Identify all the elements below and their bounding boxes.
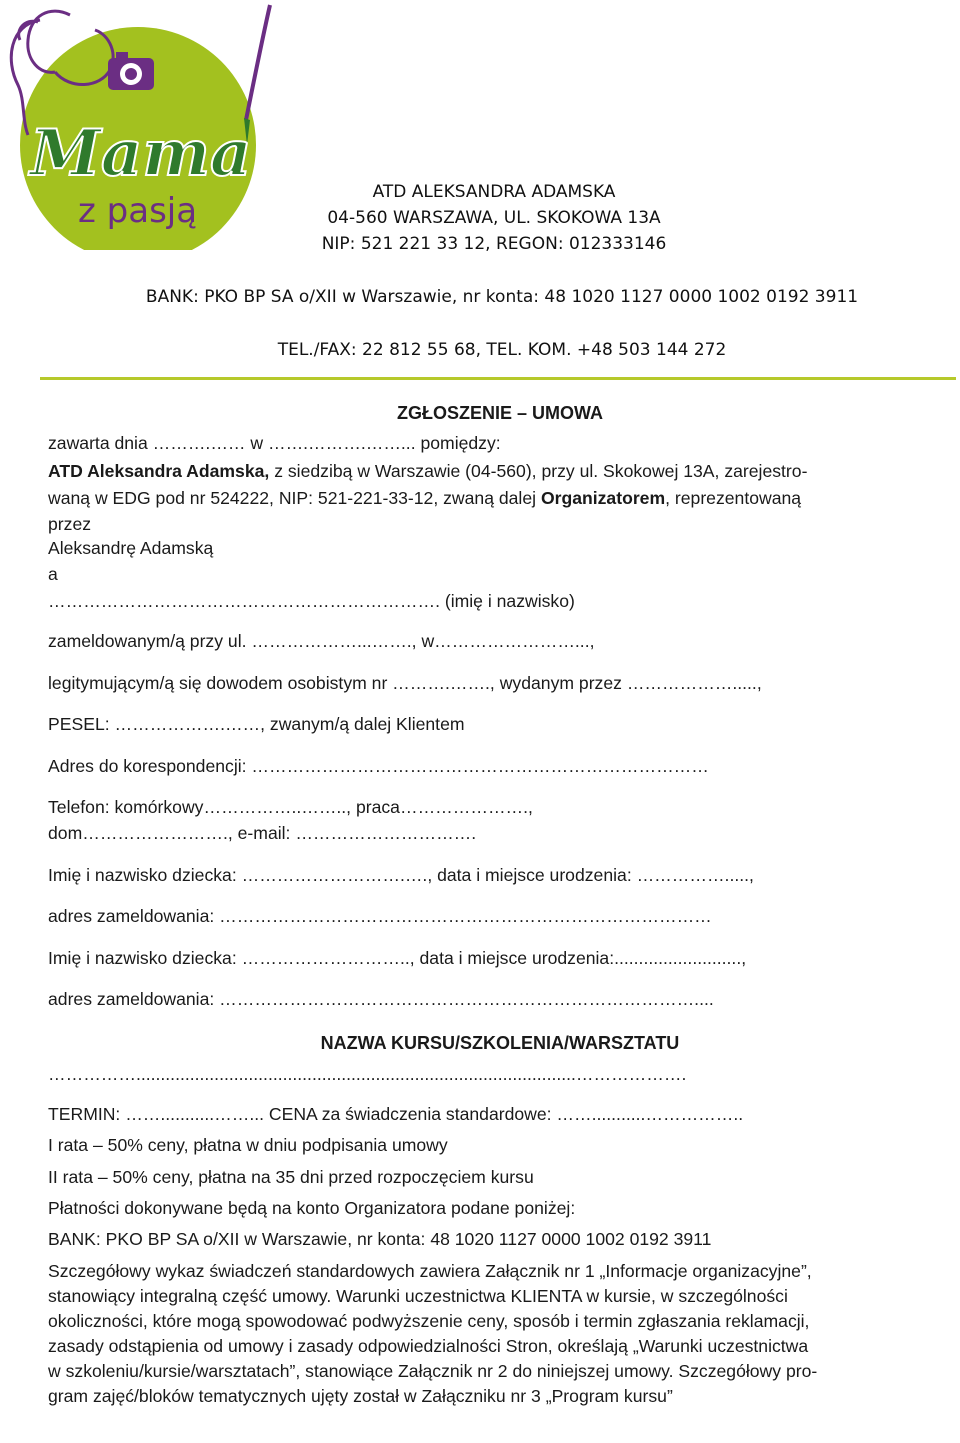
intro-line-2-rest: z siedzibą w Warszawie (04-560), przy ul. Skokowej 13A, zarejestro- (269, 461, 808, 481)
header-company-name: ATD ALEKSANDRA ADAMSKA (372, 182, 616, 202)
field-correspondence-address[interactable]: Adres do korespondencji: …………………………………………………………………… (48, 756, 709, 776)
field-child-2[interactable]: Imię i nazwisko dziecka: ……………………….., data i miejsce urodzenia:.........................., (48, 948, 747, 968)
payment-info: Płatności dokonywane będą na konto Organizatora podane poniżej: (48, 1198, 576, 1218)
field-phones[interactable]: Telefon: komórkowy……………..…….., praca…………………., (48, 797, 533, 817)
course-name-field[interactable]: ……………..........................................................................................………………. (48, 1064, 687, 1084)
term-price-line[interactable]: TERMIN: ……...........……... CENA za świadczenia standardowe: ……...........…………….. (48, 1104, 744, 1124)
paragraph-line-5: w szkoleniu/kursie/warsztatach”, stanowiące Załącznik nr 2 do niniejszej umowy. Szczegółowy pro- (48, 1361, 818, 1381)
paragraph-line-1: Szczegółowy wykaz świadczeń standardowych zawiera Załącznik nr 1 „Informacje organizacyjne”, (48, 1261, 812, 1281)
paragraph-line-6: gram zajęć/bloków tematycznych ujęty został w Załączniku nr 3 „Program kursu” (48, 1386, 673, 1406)
field-pesel[interactable]: PESEL: ……………….……, zwanym/ą dalej Klientem (48, 714, 465, 734)
paragraph-line-4: zasady odstąpienia od umowy i zasady odpowiedzialności Stron, określają „Warunki uczestnictwa (48, 1336, 809, 1356)
logo-word-mama: Mama (30, 116, 252, 191)
logo-word-z-pasja: z pasją (78, 191, 198, 231)
header-bank: BANK: PKO BP SA o/XII w Warszawie, nr konta: 48 1020 1127 0000 1002 0192 3911 (145, 287, 859, 307)
field-child-2-address[interactable]: adres zameldowania: ……………………………………………………………………….... (48, 989, 714, 1009)
course-heading: NAZWA KURSU/SZKOLENIA/WARSZTATU (320, 1033, 680, 1053)
intro-line-6: a (48, 564, 58, 584)
paragraph-line-3: okoliczności, które mogą spowodować podwyższenie ceny, sposób i termin zgłaszania reklamacji, (48, 1311, 810, 1331)
intro-line-4: przez (48, 514, 92, 534)
organizer-name: ATD Aleksandra Adamska, (48, 461, 270, 481)
intro-line-3-a: waną w EDG pod nr 524222, NIP: 521-221-33-12, zwaną dalej (48, 488, 541, 508)
organizer-label: Organizatorem (540, 488, 666, 508)
field-id-document[interactable]: legitymującym/ą się dowodem osobistym nr ……….……., wydanym przez ………………....., (48, 673, 762, 693)
field-address[interactable]: zameldowanym/ą przy ul. ………………...……., w……………………..., (48, 631, 595, 651)
document-title: ZGŁOSZENIE – UMOWA (396, 403, 603, 423)
intro-line-3 (48, 490, 801, 508)
bank-account: BANK: PKO BP SA o/XII w Warszawie, nr konta: 48 1020 1127 0000 1002 0192 3911 (48, 1229, 712, 1249)
field-child-1[interactable]: Imię i nazwisko dziecka: ……………………….…., data i miejsce urodzenia: ……………....., (48, 865, 754, 885)
field-home-email[interactable]: dom……………………., e-mail: …………………………. (48, 823, 477, 843)
header-address: 04-560 WARSZAWA, UL. SKOKOWA 13A (327, 208, 661, 228)
installment-1: I rata – 50% ceny, płatna w dniu podpisania umowy (48, 1135, 448, 1155)
intro-line-1: zawarta dnia ……….…… w …….……….……... pomiędzy: (48, 433, 501, 453)
field-child-1-address[interactable]: adres zameldowania: ………………………………………………………………………… (48, 906, 712, 926)
installment-2: II rata – 50% ceny, płatna na 35 dni przed rozpoczęciem kursu (48, 1167, 534, 1187)
header-nip-regon: NIP: 521 221 33 12, REGON: 012333146 (321, 234, 667, 254)
client-name-field[interactable]: …………………………………………………………. (imię i nazwisko) (48, 591, 575, 611)
intro-line-2 (48, 463, 807, 481)
header-phone: TEL./FAX: 22 812 55 68, TEL. KOM. +48 503 144 272 (277, 340, 727, 360)
header-divider (40, 377, 956, 380)
intro-line-5: Aleksandrę Adamską (48, 538, 214, 558)
paragraph-line-2: stanowiący integralną część umowy. Warunki uczestnictwa KLIENTA w kursie, w szczególności (48, 1286, 788, 1306)
intro-line-3-b: , reprezentowaną (665, 488, 802, 508)
